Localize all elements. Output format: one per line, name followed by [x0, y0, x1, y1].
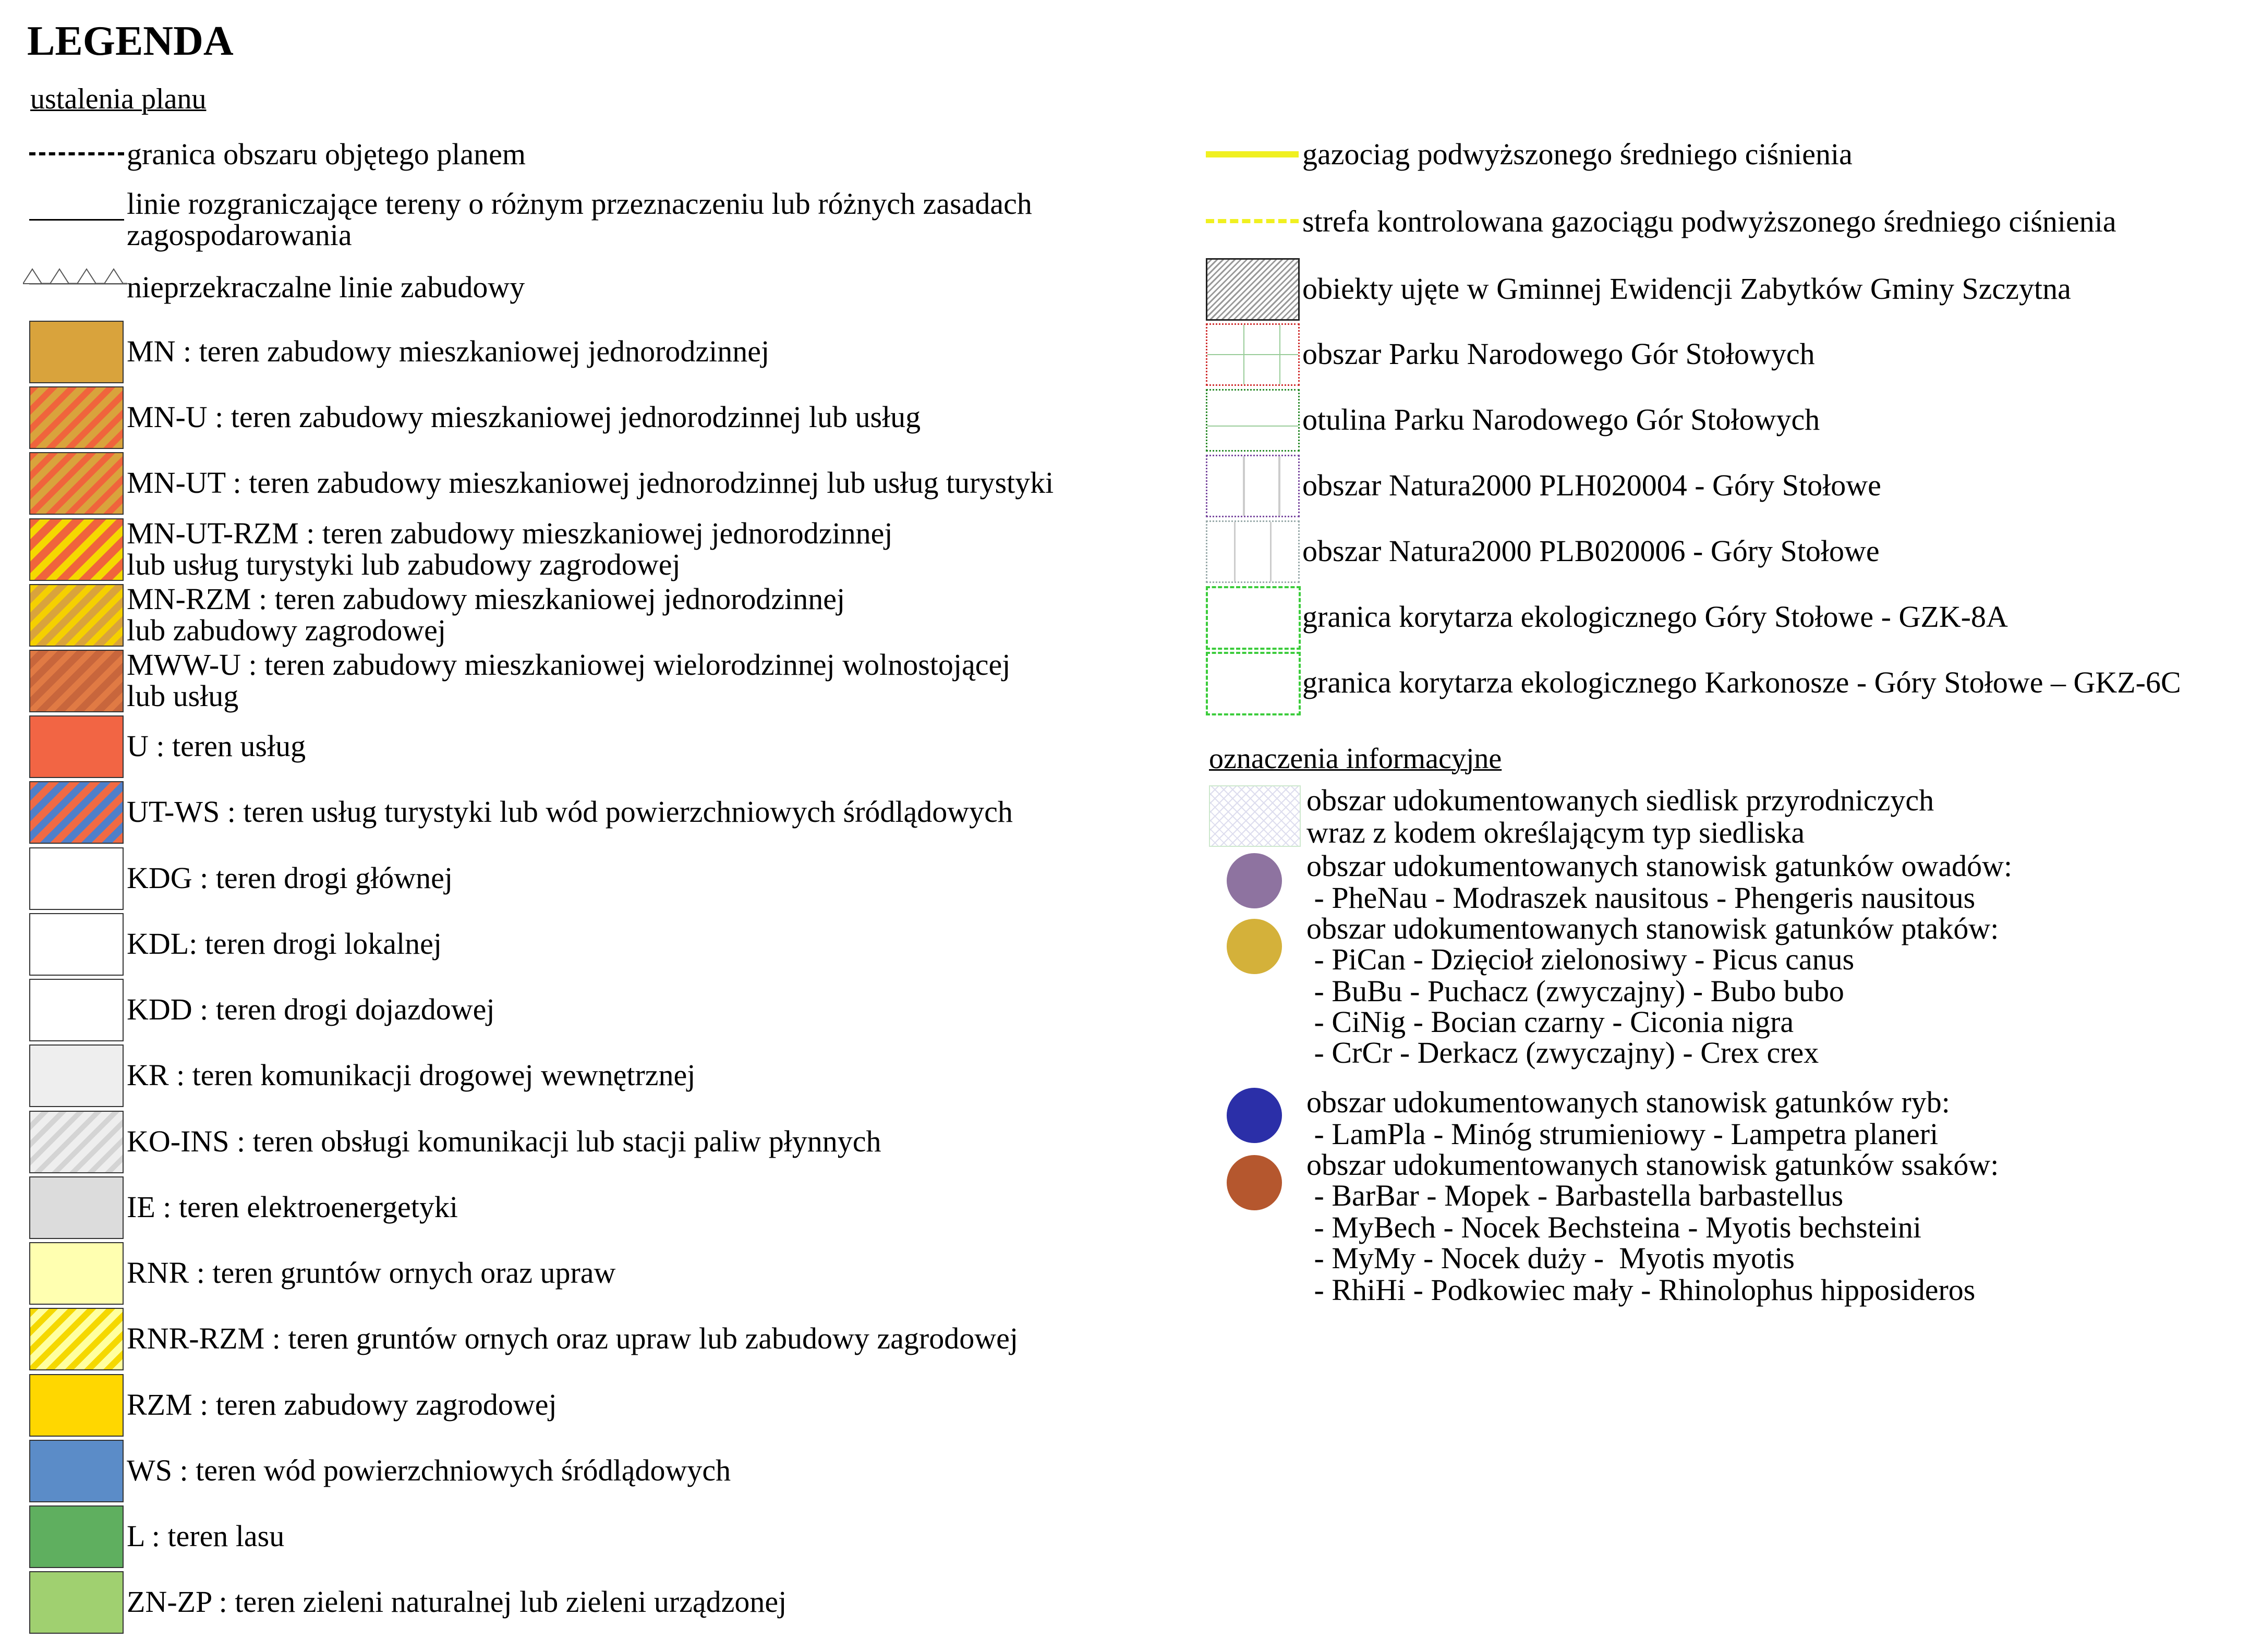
swatch-heritage-objects — [1206, 258, 1300, 321]
legend-label: KDD : teren drogi dojazdowej — [127, 992, 495, 1026]
info-text: - RhiHi - Podkowiec mały - Rhinolophus hipposideros — [1306, 1273, 1976, 1307]
swatch-rnr-rzm — [29, 1308, 124, 1370]
legend-label: MN-RZM : teren zabudowy mieszkaniowej jednorodzinnej lub zabudowy zagrodowej — [127, 582, 845, 647]
section-info-heading: oznaczenia informacyjne — [1209, 743, 1502, 775]
legend-label: MN-U : teren zabudowy mieszkaniowej jednorodzinnej lub usług — [127, 400, 921, 434]
legend-label: RNR-RZM : teren gruntów ornych oraz upraw lub zabudowy zagrodowej — [127, 1321, 1018, 1355]
swatch-ut-ws — [29, 781, 124, 844]
gas-pipeline-line-icon — [1206, 151, 1299, 157]
info-text: - BarBar - Mopek - Barbastella barbastellus — [1306, 1179, 1844, 1212]
birds-circle-icon — [1227, 919, 1282, 974]
info-text: - MyBech - Nocek Bechsteina - Myotis bechsteini — [1306, 1210, 1922, 1244]
swatch-ie — [29, 1176, 124, 1239]
swatch-habitats — [1209, 785, 1301, 847]
fish-circle-icon — [1227, 1088, 1282, 1143]
swatch-u — [29, 715, 124, 778]
info-text: wraz z kodem określającym typ siedliska — [1306, 816, 1805, 849]
legend-label: KR : teren komunikacji drogowej wewnętrznej — [127, 1058, 696, 1092]
info-text: - LamPla - Minóg strumieniowy - Lampetra planeri — [1306, 1117, 1939, 1151]
legend-title: LEGENDA — [27, 18, 234, 64]
info-text: - PiCan - Dzięcioł zielonosiwy - Picus canus — [1306, 942, 1855, 976]
swatch-corridor-gzk — [1206, 586, 1301, 650]
swatch-kdl — [29, 913, 124, 976]
legend-label: strefa kontrolowana gazociągu podwyższonego średniego ciśnienia — [1302, 204, 2116, 238]
legend-label: U : teren usług — [127, 729, 306, 763]
swatch-national-park — [1206, 323, 1300, 386]
swatch-corridor-gkz — [1206, 652, 1301, 715]
info-text: - MyMy - Nocek duży - Myotis myotis — [1306, 1241, 1795, 1275]
info-text: - BuBu - Puchacz (zwyczajny) - Bubo bubo — [1306, 974, 1844, 1008]
section-plan-heading: ustalenia planu — [30, 83, 207, 115]
legend-label: gazociag podwyższonego średniego ciśnienia — [1302, 137, 1853, 171]
legend-label: ZN-ZP : teren zieleni naturalnej lub zieleni urządzonej — [127, 1585, 787, 1619]
building-line-triangles-icon — [23, 266, 127, 287]
legend-label: KO-INS : teren obsługi komunikacji lub stacji paliw płynnych — [127, 1124, 881, 1158]
info-text: obszar udokumentowanych stanowisk gatunków owadów: — [1306, 849, 2013, 883]
swatch-zn-zp — [29, 1571, 124, 1634]
legend-label: obiekty ujęte w Gminnej Ewidencji Zabytków Gminy Szczytna — [1302, 272, 2071, 306]
swatch-mn-ut-rzm — [29, 518, 124, 581]
legend-label: UT-WS : teren usług turystyki lub wód powierzchniowych śródlądowych — [127, 795, 1013, 829]
legend-label: KDG : teren drogi głównej — [127, 861, 453, 895]
swatch-mn-u — [29, 386, 124, 449]
legend-label: IE : teren elektroenergetyki — [127, 1190, 458, 1224]
swatch-ko-ins — [29, 1111, 124, 1173]
swatch-park-buffer — [1206, 389, 1300, 452]
legend-label: obszar Natura2000 PLH020004 - Góry Stołowe — [1302, 468, 1881, 502]
legend-label: granica korytarza ekologicznego Góry Stołowe - GZK-8A — [1302, 600, 2008, 634]
legend-label: obszar Parku Narodowego Gór Stołowych — [1302, 337, 1815, 371]
legend-label: MN-UT : teren zabudowy mieszkaniowej jednorodzinnej lub usług turystyki — [127, 466, 1054, 500]
legend-label: MN : teren zabudowy mieszkaniowej jednorodzinnej — [127, 334, 770, 368]
legend-label: linie rozgraniczające tereny o różnym przeznaczeniu lub różnych zasadach zagospodarowania — [127, 187, 1032, 252]
mammals-circle-icon — [1227, 1155, 1282, 1210]
swatch-rzm — [29, 1374, 124, 1437]
swatch-kr — [29, 1044, 124, 1107]
plan-boundary-line-icon — [29, 152, 124, 155]
legend-label: obszar Natura2000 PLB020006 - Góry Stołowe — [1302, 534, 1880, 568]
swatch-l — [29, 1505, 124, 1568]
legend-label: L : teren lasu — [127, 1519, 285, 1553]
info-text: obszar udokumentowanych stanowisk gatunków ptaków: — [1306, 912, 1999, 945]
legend-label: RZM : teren zabudowy zagrodowej — [127, 1388, 557, 1422]
legend-label: WS : teren wód powierzchniowych śródlądowych — [127, 1453, 731, 1487]
swatch-natura-plh — [1206, 455, 1300, 517]
swatch-natura-plb — [1206, 520, 1300, 583]
legend-label: nieprzekraczalne linie zabudowy — [127, 270, 525, 304]
info-text: - PheNau - Modraszek nausitous - Phengeris nausitous — [1306, 881, 1976, 915]
insects-circle-icon — [1227, 853, 1282, 908]
legend-label: RNR : teren gruntów ornych oraz upraw — [127, 1256, 616, 1290]
swatch-kdd — [29, 979, 124, 1041]
legend-label: granica korytarza ekologicznego Karkonosze - Góry Stołowe – GKZ-6C — [1302, 665, 2181, 699]
legend-label: MWW-U : teren zabudowy mieszkaniowej wielorodzinnej wolnostojącej lub usług — [127, 648, 1011, 713]
dividing-line-icon — [29, 219, 124, 221]
swatch-mn-rzm — [29, 584, 124, 647]
info-text: obszar udokumentowanych stanowisk gatunków ssaków: — [1306, 1148, 1999, 1182]
swatch-kdg — [29, 847, 124, 910]
info-text: - CiNig - Bocian czarny - Ciconia nigra — [1306, 1005, 1794, 1039]
legend-label: otulina Parku Narodowego Gór Stołowych — [1302, 403, 1820, 436]
swatch-mn — [29, 321, 124, 383]
swatch-rnr — [29, 1242, 124, 1305]
gas-zone-dashed-line-icon — [1206, 219, 1299, 223]
swatch-ws — [29, 1440, 124, 1502]
info-text: obszar udokumentowanych siedlisk przyrodniczych — [1306, 783, 1934, 817]
swatch-mn-ut — [29, 452, 124, 515]
legend-label: granica obszaru objętego planem — [127, 137, 526, 171]
legend-label: MN-UT-RZM : teren zabudowy mieszkaniowej jednorodzinnej lub usług turystyki lub zabudowy zagrodowej — [127, 516, 893, 581]
swatch-mww-u — [29, 650, 124, 712]
info-text: - CrCr - Derkacz (zwyczajny) - Crex crex — [1306, 1036, 1819, 1070]
legend-label: KDL: teren drogi lokalnej — [127, 927, 442, 961]
info-text: obszar udokumentowanych stanowisk gatunków ryb: — [1306, 1085, 1950, 1119]
